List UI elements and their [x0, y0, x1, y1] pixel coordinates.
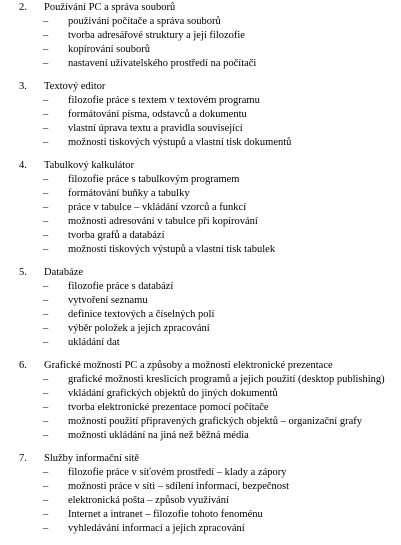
list-item-text: formátování buňky a tabulky: [68, 188, 190, 199]
bullet-dash: –: [43, 188, 49, 199]
section-title: Služby informační sítě: [44, 453, 140, 464]
bullet-dash: –: [43, 95, 49, 106]
section-heading: [0, 159, 401, 173]
list-item-text: Internet a intranet – filozofie tohoto fenoménu: [68, 509, 263, 520]
list-item-text: ukládání dat: [68, 337, 120, 348]
bullet-dash: –: [43, 402, 49, 413]
bullet-dash: –: [43, 16, 49, 27]
list-item-text: formátování písma, odstavců a dokumentu: [68, 109, 247, 120]
list-item-text: tvorba grafů a databází: [68, 230, 165, 241]
bullet-dash: –: [43, 216, 49, 227]
list-item: [0, 243, 401, 257]
list-item-text: filozofie práce s tabulkovým programem: [68, 174, 240, 185]
bullet-dash: –: [43, 58, 49, 69]
list-item: [0, 387, 401, 401]
list-item: [0, 508, 401, 522]
bullet-dash: –: [43, 202, 49, 213]
list-item-text: vkládání grafických objektů do jiných dokumentů: [68, 388, 278, 399]
bullet-dash: –: [43, 109, 49, 120]
list-item-text: nastavení uživatelského prostředí na počítači: [68, 58, 257, 69]
section-heading: [0, 359, 401, 373]
list-item: [0, 173, 401, 187]
section-4: [0, 159, 401, 257]
section-number: 4.: [19, 160, 27, 171]
list-item: [0, 494, 401, 508]
list-item: [0, 280, 401, 294]
list-item-text: filozofie práce v síťovém prostředí – klady a zápory: [68, 467, 287, 478]
section-6: [0, 359, 401, 443]
bullet-dash: –: [43, 323, 49, 334]
list-item-text: možnosti tiskových výstupů a vlastní tisk tabulek: [68, 244, 276, 255]
list-item-text: tvorba adresářové struktury a její filozofie: [68, 30, 245, 41]
list-item: [0, 466, 401, 480]
list-item: [0, 229, 401, 243]
section-title: Používání PC a správa souborů: [44, 2, 176, 13]
list-item: [0, 322, 401, 336]
list-item: [0, 215, 401, 229]
list-item: [0, 522, 401, 536]
section-number: 7.: [19, 453, 27, 464]
list-item-text: elektronická pošta – způsob využívání: [68, 495, 229, 506]
list-item-text: grafické možnosti kreslicích programů a jejich použití (desktop publishing): [68, 374, 385, 385]
bullet-dash: –: [43, 416, 49, 427]
list-item: [0, 57, 401, 71]
bullet-dash: –: [43, 509, 49, 520]
section-heading: [0, 1, 401, 15]
section-heading: [0, 266, 401, 280]
section-7: [0, 452, 401, 536]
list-item: [0, 401, 401, 415]
bullet-dash: –: [43, 430, 49, 441]
bullet-dash: –: [43, 495, 49, 506]
bullet-dash: –: [43, 388, 49, 399]
list-item: [0, 187, 401, 201]
bullet-dash: –: [43, 374, 49, 385]
list-item: [0, 415, 401, 429]
bullet-dash: –: [43, 309, 49, 320]
list-item-text: filozofie práce s textem v textovém programu: [68, 95, 260, 106]
list-item: [0, 122, 401, 136]
bullet-dash: –: [43, 123, 49, 134]
bullet-dash: –: [43, 295, 49, 306]
list-item: [0, 136, 401, 150]
bullet-dash: –: [43, 174, 49, 185]
list-item: [0, 94, 401, 108]
list-item: [0, 294, 401, 308]
bullet-dash: –: [43, 44, 49, 55]
section-title: Grafické možnosti PC a způsoby a možnosti elektronické prezentace: [44, 360, 333, 371]
list-item-text: vytvoření seznamu: [68, 295, 148, 306]
section-title: Databáze: [44, 267, 84, 278]
section-heading: [0, 452, 401, 466]
bullet-dash: –: [43, 30, 49, 41]
list-item-text: vlastní úprava textu a pravidla související: [68, 123, 243, 134]
list-item-text: používání počítače a správa souborů: [68, 16, 221, 27]
list-item-text: možnosti práce v síti – sdílení informací, bezpečnost: [68, 481, 290, 492]
list-item-text: filozofie práce s databází: [68, 281, 174, 292]
list-item-text: kopírování souborů: [68, 44, 150, 55]
section-2: [0, 1, 401, 71]
document-body: [0, 1, 401, 545]
list-item: [0, 308, 401, 322]
bullet-dash: –: [43, 523, 49, 534]
bullet-dash: –: [43, 244, 49, 255]
list-item-text: výběr položek a jejich zpracování: [68, 323, 210, 334]
bullet-dash: –: [43, 137, 49, 148]
list-item-text: možnosti adresování v tabulce při kopírování: [68, 216, 258, 227]
bullet-dash: –: [43, 467, 49, 478]
section-3: [0, 80, 401, 150]
list-item: [0, 108, 401, 122]
bullet-dash: –: [43, 230, 49, 241]
list-item-text: možnosti tiskových výstupů a vlastní tisk dokumentů: [68, 137, 292, 148]
list-item-text: vyhledávání informací a jejich zpracování: [68, 523, 245, 534]
bullet-dash: –: [43, 481, 49, 492]
list-item: [0, 29, 401, 43]
section-number: 2.: [19, 2, 27, 13]
list-item-text: možnosti ukládání na jiná než běžná média: [68, 430, 249, 441]
section-5: [0, 266, 401, 350]
list-item: [0, 373, 401, 387]
list-item: [0, 336, 401, 350]
list-item-text: možnosti použití připravených grafických objektů – organizační grafy: [68, 416, 362, 427]
section-number: 5.: [19, 267, 27, 278]
list-item-text: definice textových a číselných polí: [68, 309, 215, 320]
section-heading: [0, 80, 401, 94]
section-number: 6.: [19, 360, 27, 371]
list-item-text: tvorba elektronické prezentace pomocí počítače: [68, 402, 269, 413]
list-item: [0, 480, 401, 494]
list-item: [0, 429, 401, 443]
section-number: 3.: [19, 81, 27, 92]
list-item-text: práce v tabulce – vkládání vzorců a funkcí: [68, 202, 247, 213]
list-item: [0, 15, 401, 29]
section-title: Textový editor: [44, 81, 106, 92]
list-item: [0, 201, 401, 215]
section-title: Tabulkový kalkulátor: [44, 160, 134, 171]
bullet-dash: –: [43, 337, 49, 348]
bullet-dash: –: [43, 281, 49, 292]
list-item: [0, 43, 401, 57]
